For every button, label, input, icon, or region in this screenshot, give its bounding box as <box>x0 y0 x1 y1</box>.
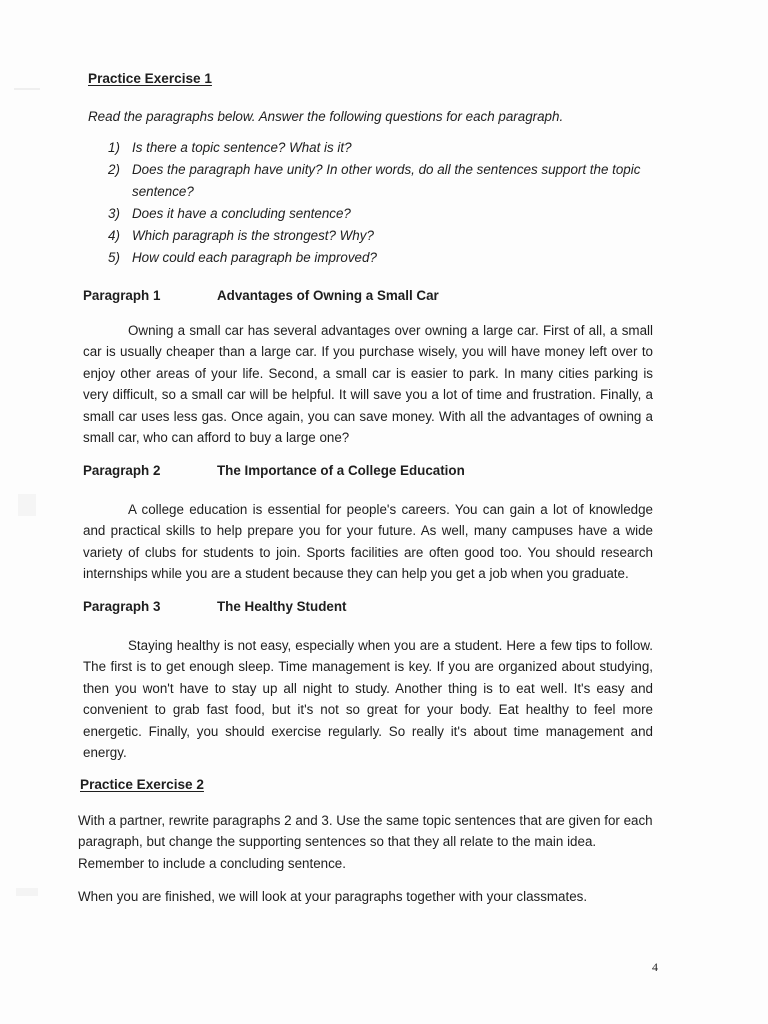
question-item <box>108 203 653 225</box>
question-number: 2) <box>108 162 120 177</box>
question-number: 5) <box>108 250 120 265</box>
paragraph2-heading <box>83 461 653 481</box>
paragraph3-body: Staying healthy is not easy, especially when you are a student. Here a few tips to follow. The first is to get enough sleep. Time management is key. If you are organized about studying, then you won't have to stay up all night to study. Another thing is to eat well. It's easy and convenient to grab fast food, but it's not so great for your body. Eat healthy to feel more energetic. Finally, you should exercise regularly. So really it's about time management and energy. <box>83 638 653 761</box>
exercise2-title: Practice Exercise 2 <box>80 777 204 792</box>
exercise1-title: Practice Exercise 1 <box>88 71 212 86</box>
paragraph3-heading <box>83 597 653 617</box>
paragraph3-label: Paragraph 3 <box>83 599 161 614</box>
exercise2-instructions: With a partner, rewrite paragraphs 2 and 3. Use the same topic sentences that are given for each paragraph, but change the supporting sentences so that they all relate to the main idea. Remember to include a concluding sentence. <box>78 813 653 871</box>
scan-artifact <box>16 888 38 896</box>
question-item <box>108 225 653 247</box>
paragraph2-label: Paragraph 2 <box>83 463 161 478</box>
question-number: 1) <box>108 140 120 155</box>
paragraph1-title: Advantages of Owning a Small Car <box>217 288 439 303</box>
paragraph1-body: Owning a small car has several advantages over owning a large car. First of all, a small car is usually cheaper than a large car. If you purchase wisely, you will have money left over to enjoy other areas of your life. Second, a small car is easier to park. In many cities parking is very difficult, so a small car will be helpful. It will save you a lot of time and frustration. Finally, a small car uses less gas. Once again, you can save money. With all the advantages of owning a small car, who can afford to buy a large one? <box>83 323 653 446</box>
question-item <box>108 247 653 269</box>
scan-artifact <box>18 494 36 516</box>
question-text: How could each paragraph be improved? <box>132 250 377 265</box>
scan-artifact <box>14 88 40 90</box>
question-text: Does it have a concluding sentence? <box>132 206 351 221</box>
exercise1-instructions: Read the paragraphs below. Answer the following questions for each paragraph. <box>88 109 564 124</box>
exercise1-question-list <box>108 137 653 269</box>
paragraph1-label: Paragraph 1 <box>83 288 161 303</box>
paragraph1-heading <box>83 286 653 306</box>
paragraph2-title: The Importance of a College Education <box>217 463 465 478</box>
question-number: 4) <box>108 228 120 243</box>
exercise2-closing: When you are finished, we will look at your paragraphs together with your classmates. <box>78 889 588 904</box>
question-item <box>108 159 653 203</box>
question-text: Is there a topic sentence? What is it? <box>132 140 352 155</box>
question-text: Does the paragraph have unity? In other words, do all the sentences support the topic sentence? <box>132 162 641 199</box>
page-number: 4 <box>652 960 658 974</box>
question-text: Which paragraph is the strongest? Why? <box>132 228 374 243</box>
question-number: 3) <box>108 206 120 221</box>
paragraph2-body: A college education is essential for people's careers. You can gain a lot of knowledge and practical skills to help prepare you for your future. As well, many campuses have a wide variety of clubs for students to join. Sports facilities are often good too. You should research internships while you are a student because they can help you get a job when you graduate. <box>83 502 653 582</box>
paragraph3-title: The Healthy Student <box>217 599 347 614</box>
question-item <box>108 137 653 159</box>
